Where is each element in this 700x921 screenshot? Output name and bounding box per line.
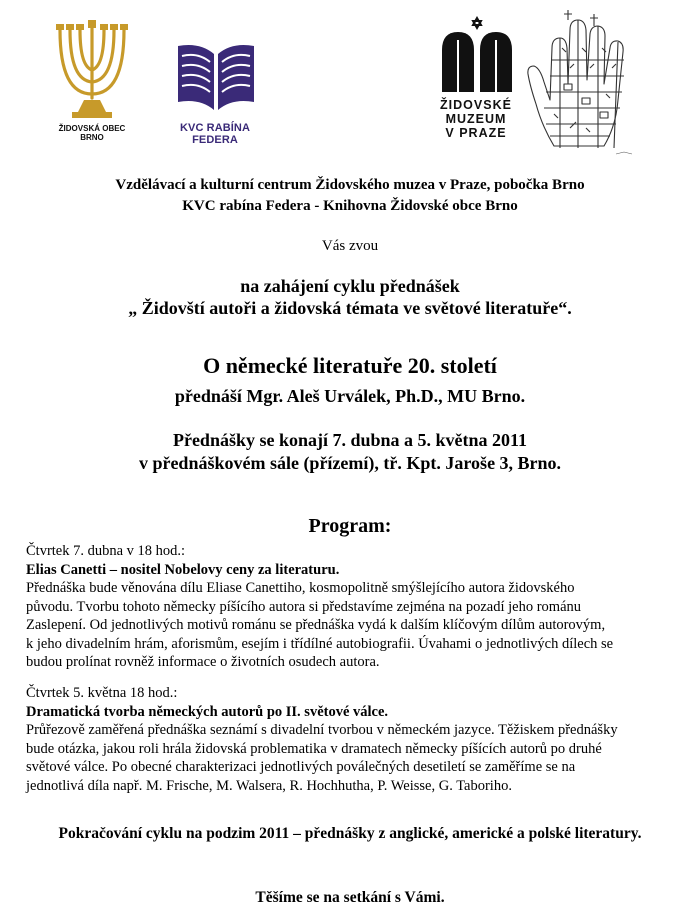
session-text-line: Zaslepení. Od jednotlivých motivů románu se přednáška vydá k dalším klíčovým dílům autorovým, — [26, 617, 606, 633]
venue: v přednáškovém sále (přízemí), tř. Kpt. Jaroše 3, Brno. — [138, 453, 562, 473]
closing-line: Těšíme se na setkání s Vámi. — [255, 889, 445, 906]
organizer-line-1: Vzdělávací a kulturní centrum Židovského muzea v Praze, pobočka Brno — [115, 177, 585, 193]
muzeum-caption-line3: V PRAZE — [445, 126, 507, 140]
lecture-dates: Přednášky se konají 7. dubna a 5. května 2011 — [172, 430, 528, 450]
session-date: Čtvrtek 5. května 18 hod.: — [26, 685, 178, 701]
program-session — [26, 684, 686, 795]
program-session — [26, 542, 686, 672]
session-text-line: světové válce. Po obecné charakterizaci jednotlivých poválečných desetiletí se zaměříme se na — [26, 759, 576, 775]
session-title: Elias Canetti – nositel Nobelovy ceny za literaturu. — [26, 561, 340, 578]
session-text-line: Průřezově zaměřená přednáška seznámí s divadelní tvorbou v německém jazyce. Těžiskem přednášky — [26, 722, 618, 738]
hand-map-drawing — [524, 8, 642, 158]
open-book-icon — [160, 40, 270, 120]
muzeum-caption-line2: MUZEUM — [445, 112, 507, 126]
muzeum-caption-line1: ŽIDOVSKÉ — [440, 98, 512, 112]
session-text-line: budou prolínat rovněž informace o životních osudech autora. — [26, 654, 380, 670]
invite-text: Vás zvou — [321, 238, 379, 254]
obec-caption — [44, 124, 140, 142]
zidovske-muzeum-logo — [432, 16, 522, 146]
session-text-line: jednotlivá díla např. M. Frische, M. Walsera, R. Hochhutha, P. Weisse, G. Taboriho. — [26, 777, 512, 794]
session-text-line: Přednáška bude věnována dílu Eliase Canettiho, kosmopolitně smýšlejícího autora židovského — [26, 580, 575, 596]
kvc-logo — [160, 40, 280, 146]
session-text-line: původu. Tvorbu tohoto německy píšícího autora si představíme zejména na pozadí jeho románu — [26, 598, 582, 615]
session-date: Čtvrtek 7. dubna v 18 hod.: — [26, 543, 186, 559]
lecturer: přednáší Mgr. Aleš Urválek, Ph.D., MU Brno. — [174, 386, 526, 406]
hand-map-illustration — [524, 8, 642, 158]
organizer-line-2: KVC rabína Federa - Knihovna Židovské obce Brno — [182, 198, 518, 214]
cycle-title: „ Židovští autoři a židovská témata ve světové literatuře“. — [128, 298, 572, 318]
cycle-intro: na zahájení cyklu přednášek — [240, 276, 460, 296]
cycle-continuation: Pokračování cyklu na podzim 2011 – přednášky z anglické, americké a polské literatury. — [58, 825, 642, 842]
obec-caption-line1: ŽIDOVSKÁ OBEC — [58, 124, 126, 133]
tablets-star-icon — [432, 16, 522, 96]
muzeum-caption — [428, 98, 524, 140]
obec-caption-line2: BRNO — [80, 133, 104, 142]
program-heading: Program: — [308, 515, 392, 537]
lecture-topic: O německé literatuře 20. století — [203, 353, 497, 378]
menorah-icon — [50, 16, 134, 122]
session-text-line: k jeho divadelním hrám, aforismům, esejím i třídílné autobiografii. Úvahami o jednotlivých dílech se — [26, 635, 614, 652]
kvc-caption: KVC RABÍNA FEDERA — [179, 122, 251, 146]
session-title: Dramatická tvorba německých autorů po II. světové válce. — [26, 703, 389, 720]
zidovska-obec-logo — [50, 16, 134, 142]
session-text-line: bude otázka, jakou roli hrála židovská problematika v dramatech německy píšících autorů po druhé — [26, 740, 602, 757]
